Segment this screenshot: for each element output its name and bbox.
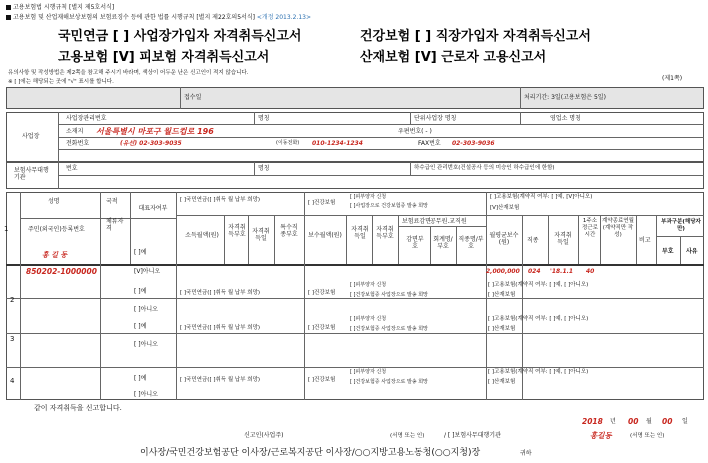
col-reduce: 보험료감면 [402,218,431,225]
row3-health[interactable]: [ ]건강보험 [308,325,336,331]
recipients-suffix: 귀하 [520,450,532,457]
date-day: 00 [662,417,673,426]
col-health-acq-date: 자격취득일 [351,226,369,240]
signer-sign: (서명 또는 인) [630,433,665,439]
row3-employment[interactable]: [ ]고용보험(계약직 여부: [ ]예, [ ]아니오) [488,316,589,322]
col-emp-job: 직종 [527,237,539,244]
col-wage: 월평균보수(원) [489,232,519,246]
date-year: 2018 [582,417,603,426]
zip-code: 우편번호( - ) [398,128,432,135]
row2-accident[interactable]: [ ]산재보험 [488,292,516,298]
row2-pension[interactable]: [ ]국민연금([ ]취득 월 납부 희망) [180,290,261,296]
row1-rrn: 850202-1000000 [26,267,97,276]
row2-card[interactable]: [ ]건강보험증 사업장으로 발송 희망 [350,292,428,298]
row2-health[interactable]: [ ]건강보험 [308,290,336,296]
page-number: (제1쪽) [662,75,683,82]
row-number-1: 1 [4,225,9,233]
workplace-mgmt-no: 사업장관리번호 [66,115,107,122]
address-value: 서울특별시 마포구 월드컵로 196 [96,127,214,136]
row1-hours: 40 [586,268,595,275]
date-month: 00 [628,417,639,426]
title-pension: 국민연금 [ ] 사업장가입자 자격취득신고서 [58,29,302,44]
phone-label: 전화번호 [66,140,90,147]
recipients: 이사장/국민건강보험공단 이사장/근로복지공단 이사장/○○지방고용노동청(○○지청)장 [140,448,481,458]
row1-name: 홍 길 동 [42,251,68,259]
row2-rep-yes[interactable]: [ ]예 [134,288,147,295]
col-card: [ ]사업장으로 건강보험증 발송 희망 [350,203,428,209]
subcontract-no: 하수급인 관리번호(건설공사 등의 미승인 하수급인에 한함) [414,165,555,171]
col-week-hours: 1주소정근로시간 [582,218,598,238]
col-pension: [ ]국민연금([ ]취득 월 납부 희망) [180,197,261,203]
workplace-name: 명칭 [258,115,270,122]
col-nationality: 국적 [106,198,118,205]
col-name: 성명 [48,198,60,205]
statement: 같이 자격취득을 신고합니다. [34,404,122,412]
col-reason: 사유 [686,248,698,255]
fax-value: 02-303-9036 [452,140,495,147]
col-representative: 대표자여부 [138,205,168,212]
col-residence: 체류자격 [106,218,124,232]
mobile-label: (이동전화) [276,140,300,146]
col-employment: [ ]고용보험(계약직 여부: [ ]예, [V]아니오) [490,194,593,200]
row3-pension[interactable]: [ ]국민연금([ ]취득 월 납부 희망) [180,325,261,331]
row2-rep-no[interactable]: [ ]아니오 [134,306,158,313]
row4-rep-no[interactable]: [ ]아니오 [134,391,158,398]
note-instructions: 유의사항 및 작성방법은 제2쪽을 참고해 주시기 바라며, 색상이 어두운 난은 신고인이 적지 않습니다. [8,70,249,76]
title-health: 건강보험 [ ] 직장가입자 자격취득신고서 [360,29,591,44]
col-health: [ ]건강보험 [308,200,336,206]
col-emp-acq-date: 자격취득일 [554,232,572,246]
col-special: 특수직종부호 [280,224,298,238]
col-type: 부과구분(해당자만) [661,219,701,232]
row-number-4: 4 [10,377,15,385]
row3-accident[interactable]: [ ]산재보험 [488,326,516,332]
reporter-label: 신고인(사업주) [244,432,284,439]
agency-label: 보험사무대행기관 [14,167,49,181]
row4-pension[interactable]: [ ]국민연금([ ]취득 월 납부 희망) [180,377,261,383]
row1-rep-yes[interactable]: [ ]예 [134,249,147,256]
row2-employment[interactable]: [ ]고용보험(계약직 여부: [ ]예, [ ]아니오) [488,282,589,288]
receipt-no: 접수일 [184,94,202,101]
col-income: 소득월액(원) [185,232,219,239]
title-accident: 산재보험 [V] 근로자 고용신고서 [360,50,547,65]
date-year-unit: 년 [610,418,616,425]
col-job: 직종명/부호 [458,236,484,250]
date-month-unit: 월 [646,418,652,425]
row1-wage: 2,000,000 [486,268,520,275]
square-bullet-icon [6,15,11,20]
address-label: 소재지 [66,128,84,135]
col-account: 회계명/부호 [433,236,453,250]
row4-health[interactable]: [ ]건강보험 [308,377,336,383]
row1-job: 024 [528,268,541,275]
agency-name: 명칭 [258,165,270,172]
col-code: 부호 [662,248,674,255]
row4-rep-yes[interactable]: [ ]예 [134,375,147,382]
col-reduce-code: 감면부호 [406,236,424,250]
row4-accident[interactable]: [ ]산재보험 [488,379,516,385]
col-accident: [V]산재보험 [490,205,520,211]
note-check: ※ [ ]에는 해당되는 곳에 "√" 표시를 합니다. [8,79,114,85]
agent-label: / [ ]보험사무대행기관 [444,432,501,439]
col-acq-date: 자격취득일 [252,228,270,242]
header-line1: 고용보험법 시행규칙 [별지 제5호서식] [6,4,114,11]
col-rrn: 주민(외국인)등록번호 [28,226,85,233]
row4-dependent[interactable]: [ ]피부양자 신청 [350,369,387,375]
row3-rep-yes[interactable]: [ ]예 [134,323,147,330]
row1-rep-no[interactable]: [V]아니오 [134,268,161,275]
row3-dependent[interactable]: [ ]피부양자 신청 [350,316,387,322]
row4-employment[interactable]: [ ]고용보험(계약직 여부: [ ]예, [ ]아니오) [488,369,589,375]
signer-name: 홍길동 [590,431,612,440]
row1-date: '18.1.1 [550,268,574,275]
col-health-acq-code: 자격취득부호 [376,226,394,240]
reporter-sign: (서명 또는 인) [390,433,425,439]
col-official: 공무원.교직원 [430,218,467,225]
row3-rep-no[interactable]: [ ]아니오 [134,341,158,348]
fax-label: FAX번호 [418,140,441,147]
row-number-3: 3 [10,335,15,343]
branch-name: 영업소 명칭 [550,115,581,122]
title-employment: 고용보험 [V] 피보험 자격취득신고서 [58,50,270,65]
date-day-unit: 일 [682,418,688,425]
row4-card[interactable]: [ ]건강보험증 사업장으로 발송 희망 [350,379,428,385]
unit-workplace-name: 단위사업장 명칭 [414,115,457,122]
row3-card[interactable]: [ ]건강보험증 사업장으로 발송 희망 [350,326,428,332]
col-remuneration: 보수월액(원) [308,232,342,239]
col-contract-end: 계약종료연월(계약직만 작성) [602,218,634,238]
square-bullet-icon [6,5,11,10]
phone-mobile: 010-1234-1234 [312,140,363,147]
col-dependent: [ ]피부양자 신청 [350,194,387,200]
col-remark: 비고 [639,237,651,244]
workplace-label: 사업장 [22,133,40,140]
row2-dependent[interactable]: [ ]피부양자 신청 [350,282,387,288]
header-line2: 고용보험 및 산업재해보상보험의 보험료징수 등에 관한 법률 시행규칙 [별지 제22호의5서식] <개정 2013.2.13> [6,14,311,21]
col-acq-code: 자격취득부호 [228,224,246,238]
row-number-2: 2 [10,296,15,304]
agency-no: 번호 [66,165,78,172]
processing-period: 처리기간: 3일(고용보험은 5일) [524,94,606,101]
phone-landline: (유선) 02-303-9035 [120,140,182,147]
